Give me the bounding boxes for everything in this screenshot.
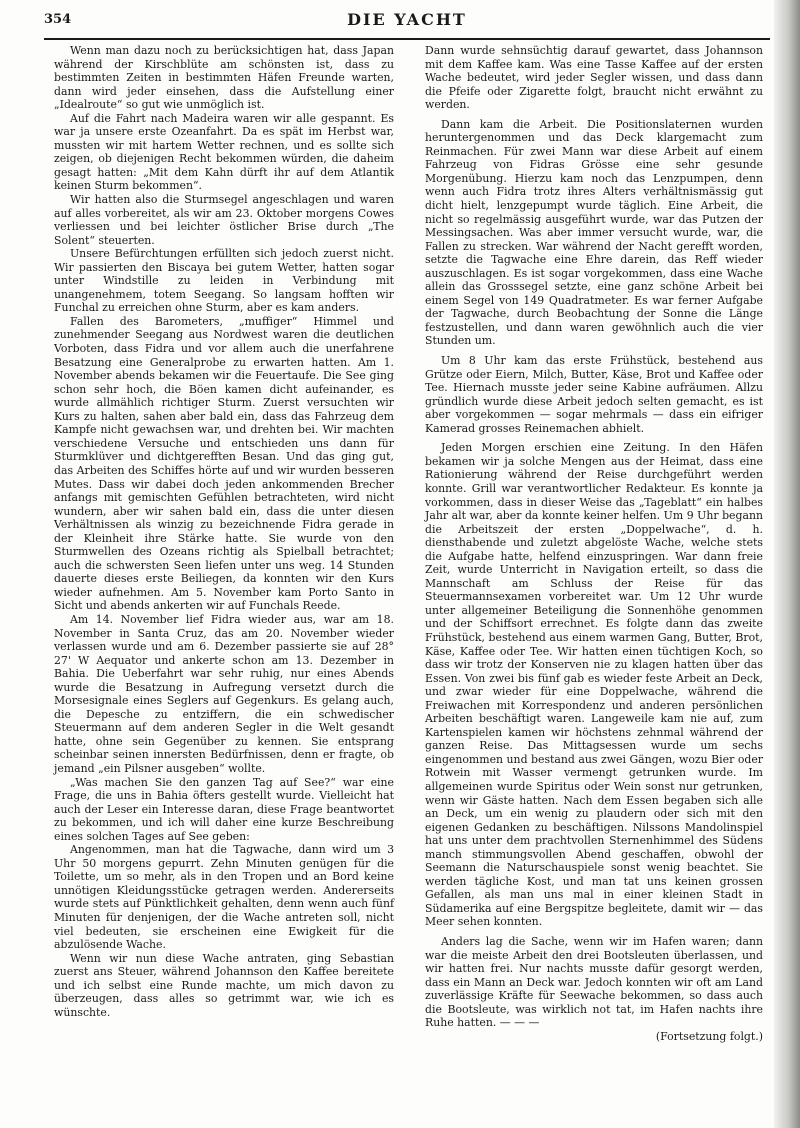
header-rule: [44, 38, 770, 40]
continuation-note: (Fortsetzung folgt.): [655, 1029, 763, 1043]
paragraph: Am 14. November lief Fidra wieder aus, war am 18. November in Santa Cruz, das am 20. November wieder verlassen wurde und am 6. Dezember passierte sie auf 28° 27' W Aequator und ankerte schon am 13. Dezember in Bahia. Die Ueberfahrt war sehr ruhig, nur eines Abends wurde die Besatzung in Aufregung versetzt durch die Morsesignale eines Seglers auf Gegenkurs. Es gelang auch, die Depesche zu entziffern, die ein schwedischer Steuermann auf dem anderen Segler in die Welt gesandt hatte, ohne sein Gegenüber zu kennen. Sie entsprang scheinbar seinen innersten Bedürfnissen, denn er fragte, ob jemand „ein Pilsner ausgeben“ wollte.: [54, 612, 394, 775]
paragraph: Fallen des Barometers, „muffiger“ Himmel und zunehmender Seegang aus Nordwest waren die deutlichen Vorboten, dass Fidra und vor allem auch die unerfahrene Besatzung eine Generalprobe zu erwarten hatten. Am 1. November abends bekamen wir die Feuertaufe. Die See ging schon sehr hoch, die Böen kamen dicht aufeinander, es wurde allmählich richtiger Sturm. Zuerst versuchten wir Kurs zu halten, sahen aber bald ein, dass das Fahrzeug dem Kampfe nicht gewachsen war, und drehten bei. Wir machten verschiedene Versuche und entschieden uns dann für Sturmklüver und dichtgerefften Besan. Und das ging gut, das Arbeiten des Schiffes hörte auf und wir wurden besseren Mutes. Dass wir dabei doch jeden ankommenden Brecher anfangs mit gemischten Gefühlen betrachteten, wird nicht wundern, aber wir sahen bald ein, dass die unter diesen Verhältnissen als winzig zu bezeichnende Fidra gerade in der Kleinheit ihre Stärke hatte. Sie wurde von den Sturmwellen des Ozeans richtig als Spielball betrachtet; auch die schwersten Seen liefen unter uns weg. 14 Stunden dauerte dieses erste Beiliegen, da konnten wir den Kurs wieder aufnehmen. Am 5. November kam Porto Santo in Sicht und abends ankerten wir auf Funchals Reede.: [54, 314, 394, 613]
paragraph: Dann kam die Arbeit. Die Positionslaternen wurden heruntergenommen und das Deck klargemacht zum Reinmachen. Für zwei Mann war diese Arbeit auf einem Fahrzeug von Fidras Grösse eine sehr gesunde Morgenübung. Hierzu kam noch das Lenzpumpen, denn wenn auch Fidra trotz ihres Alters verhältnismässig gut dicht hielt, lenzgepumpt wurde täglich. Eine Arbeit, die nicht so regelmässig ausgeführt wurde, war das Putzen der Messingsachen. Was aber immer versucht wurde, war, die Fallen zu strecken. War während der Nacht gerefft worden, setzte die Tagwache eine Ehre darein, das Reff wieder auszuschlagen. Es ist sogar vorgekommen, dass eine Wache allein das Grosssegel setzte, eine ganz schöne Arbeit bei einem Segel von 149 Quadratmeter. Es war ferner Aufgabe der Tagwache, durch Beobachtung der Sonne die Länge festzustellen, und dann waren gewöhnlich auch die vier Stunden um.: [425, 117, 763, 348]
paragraph: Dann wurde sehnsüchtig darauf gewartet, dass Johannson mit dem Kaffee kam. Was eine Tasse Kaffee auf der ersten Wache bedeutet, wird jeder Segler wissen, und dass dann die Pfeife oder Zigarette folgt, braucht nicht erwähnt zu werden.: [425, 44, 763, 112]
page-header: [44, 6, 770, 36]
paragraph: Wenn man dazu noch zu berücksichtigen hat, dass Japan während der Kirschblüte am schönsten ist, dass zu bestimmten Zeiten in bestimmten Häfen Freunde warten, dann wird jeder einsehen, dass die Aufstellung einer „Idealroute“ so gut wie unmöglich ist.: [54, 44, 394, 112]
page-number: 354: [44, 12, 72, 27]
paragraph: Auf die Fahrt nach Madeira waren wir alle gespannt. Es war ja unsere erste Ozeanfahrt. Da es spät im Herbst war, mussten wir mit hartem Wetter rechnen, und es sollte sich zeigen, ob diejenigen Recht bekommen würden, die daheim gesagt hatten: „Mit dem Kahn dürft ihr auf dem Atlantik keinen Sturm bekommen“.: [54, 111, 394, 193]
paragraph: „Was machen Sie den ganzen Tag auf See?“ war eine Frage, die uns in Bahia öfters gestellt wurde. Vielleicht hat auch der Leser ein Interesse daran, diese Frage beantwortet zu bekommen, und ich will daher eine kurze Beschreibung eines solchen Tages auf See geben:: [54, 775, 394, 843]
left-column: [54, 44, 394, 1019]
book-spine-shadow: [774, 0, 800, 1128]
right-column: [425, 44, 763, 1043]
paragraph: Anders lag die Sache, wenn wir im Hafen waren; dann war die meiste Arbeit den drei Bootsleuten überlassen, und wir hatten frei. Nur nachts musste dafür gesorgt werden, dass ein Mann an Deck war. Jedoch konnten wir oft am Land zuverlässige Kräfte für Seewache bekommen, so dass auch die Bootsleute, was wirklich not tat, im Hafen nachts ihre Ruhe hatten. — — —: [425, 935, 763, 1030]
running-title: DIE YACHT: [347, 10, 467, 29]
paragraph: Wir hatten also die Sturmsegel angeschlagen und waren auf alles vorbereitet, als wir am 23. Oktober morgens Cowes verliessen und bei leichter östlicher Brise durch „The Solent“ steuerten.: [54, 193, 394, 247]
paragraph: Angenommen, man hat die Tagwache, dann wird um 3 Uhr 50 morgens gepurrt. Zehn Minuten genügen für die Toilette, um so mehr, als in den Tropen und an Bord keine unnötigen Kleidungsstücke getragen werden. Andererseits wurde stets auf Pünktlichkeit gehalten, denn wenn auch fünf Minuten für denjenigen, der die Wache antreten soll, nicht viel bedeuten, sie erscheinen eine Ewigkeit für die abzulösende Wache.: [54, 843, 394, 952]
paragraph: Unsere Befürchtungen erfüllten sich jedoch zuerst nicht. Wir passierten den Biscaya bei gutem Wetter, hatten sogar unter Windstille zu leiden in Verbindung mit unangenehmem, totem Seegang. So langsam hofften wir Funchal zu erreichen ohne Sturm, aber es kam anders.: [54, 247, 394, 315]
paragraph: Wenn wir nun diese Wache antraten, ging Sebastian zuerst ans Steuer, während Johannson den Kaffee bereitete und ich selbst eine Runde machte, um mich davon zu überzeugen, dass alles so getrimmt war, wie ich es wünschte.: [54, 951, 394, 1019]
paragraph: Um 8 Uhr kam das erste Frühstück, bestehend aus Grütze oder Eiern, Milch, Butter, Käse, Brot und Kaffee oder Tee. Hiernach musste jeder seine Kabine aufräumen. Allzu gründlich wurde diese Arbeit jedoch selten gemacht, es ist aber vorgekommen — sogar mehrmals — dass ein eifriger Kamerad grosses Reinemachen abhielt.: [425, 354, 763, 435]
paragraph: Jeden Morgen erschien eine Zeitung. In den Häfen bekamen wir ja solche Mengen aus der Heimat, dass eine Rationierung während der Reise durchgeführt werden konnte. Grill war verantwortlicher Redakteur. Es konnte ja vorkommen, dass in dieser Weise das „Tageblatt“ ein halbes Jahr alt war, aber da konnte keiner helfen. Um 9 Uhr begann die Arbeitszeit der ersten „Doppelwache“, d. h. diensthabende und zuletzt abgelöste Wache, welche stets die Aufgabe hatte, helfend einzuspringen. War dann freie Zeit, wurde Unterricht in Navigation erteilt, so dass die Mannschaft am Schluss der Reise für das Steuermannsexamen vorbereitet war. Um 12 Uhr wurde unter allgemeiner Beteiligung die Sonnenhöhe genommen und der Schiffsort errechnet. Es folgte dann das zweite Frühstück, bestehend aus einem warmen Gang, Butter, Brot, Käse, Kaffee oder Tee. Wir hatten einen tüchtigen Koch, so dass wir trotz der Konserven nie zu klagen hatten über das Essen. Von zwei bis fünf gab es wieder feste Arbeit an Deck, und zwar wieder für eine Doppelwache, während die Freiwachen mit Korrespondenz und anderen persönlichen Arbeiten beschäftigt waren. Langeweile kam nie auf, zum Kartenspielen kamen wir höchstens zehnmal während der ganzen Reise. Das Mittagsessen wurde um sechs eingenommen und bestand aus zwei Gängen, wozu Bier oder Rotwein mit Wasser vermengt getrunken wurde. Im allgemeinen wurde Spiritus oder Wein sonst nur getrunken, wenn wir Gäste hatten. Nach dem Essen begaben sich alle an Deck, um ein wenig zu plaudern oder sich mit den eigenen Gedanken zu beschäftigen. Nilssons Mandolinspiel hat uns unter dem prachtvollen Sternenhimmel des Südens manch stimmungsvollen Abend geschaffen, obwohl der Seemann die Naturschauspiele sonst wenig beachtet. Sie werden tägliche Kost, und man tat uns keinen grossen Gefallen, als man uns mal in einer kleinen Stadt in Südamerika auf eine Bergspitze begleitete, damit wir — das Meer sehen konnten.: [425, 441, 763, 929]
